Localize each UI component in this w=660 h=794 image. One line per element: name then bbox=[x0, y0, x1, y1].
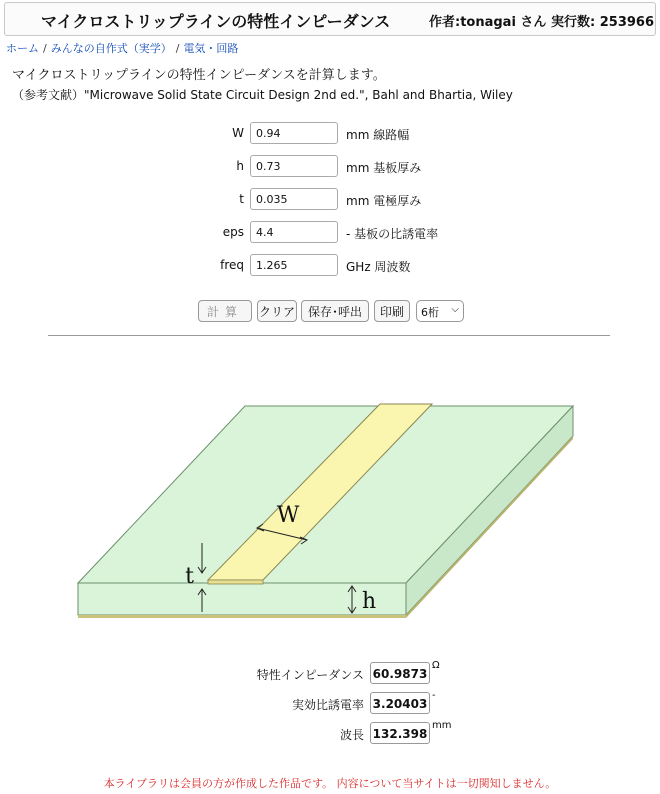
clear-button[interactable]: クリア bbox=[257, 300, 297, 322]
divider bbox=[48, 335, 610, 336]
run-count: 実行数: 253966 bbox=[551, 15, 654, 30]
result-label: 特性インピーダンス bbox=[256, 668, 364, 682]
eps-input[interactable] bbox=[250, 221, 338, 243]
t-label: t bbox=[185, 564, 194, 589]
result-unit: Ω bbox=[432, 660, 440, 671]
freq-input[interactable] bbox=[250, 254, 338, 276]
input-label: freq bbox=[220, 258, 244, 272]
impedance-output: 60.9873 bbox=[370, 662, 430, 684]
input-unit: GHz 周波数 bbox=[346, 260, 411, 274]
calculate-button[interactable]: 計算 bbox=[198, 300, 252, 322]
strip-front bbox=[208, 580, 263, 584]
w-input[interactable] bbox=[250, 122, 338, 144]
footer-notice: 本ライブラリは会員の方が作成した作品です。 内容について当サイトは一切関知しません。 bbox=[103, 777, 557, 790]
author-label: 作者:tonagai さん bbox=[429, 15, 547, 30]
h-input[interactable] bbox=[250, 155, 338, 177]
breadcrumb-subcategory-link[interactable]: 電気・回路 bbox=[183, 42, 239, 55]
page-title: マイクロストリップラインの特性インピーダンス bbox=[41, 12, 391, 31]
result-label: 実効比誘電率 bbox=[291, 698, 364, 712]
h-label: h bbox=[362, 589, 377, 614]
digits-value: 6桁 bbox=[421, 306, 439, 319]
substrate-front bbox=[78, 583, 406, 615]
save-load-button[interactable]: 保存･呼出 bbox=[301, 300, 369, 322]
input-unit: mm 基板厚み bbox=[346, 161, 422, 175]
digits-select[interactable] bbox=[416, 300, 464, 322]
input-label: t bbox=[239, 192, 244, 206]
effective-permittivity-output: 3.20403 bbox=[370, 692, 430, 714]
input-unit: mm 線路幅 bbox=[346, 128, 410, 142]
input-label: eps bbox=[222, 225, 244, 239]
breadcrumb: ホーム / みんなの自作式（実学） / 電気・回路 bbox=[6, 42, 239, 55]
chevron-down-icon: ⌵ bbox=[451, 304, 459, 315]
print-button[interactable]: 印刷 bbox=[374, 300, 410, 322]
title-bar bbox=[4, 2, 656, 36]
result-unit: mm bbox=[432, 720, 452, 731]
w-label: W bbox=[276, 503, 300, 528]
microstrip-diagram bbox=[0, 340, 660, 640]
input-label: W bbox=[232, 126, 244, 140]
reference: （参考文献）"Microwave Solid State Circuit Design 2nd ed.", Bahl and Bhartia, Wiley bbox=[12, 88, 513, 102]
result-label: 波長 bbox=[339, 728, 364, 742]
input-label: h bbox=[236, 159, 244, 173]
breadcrumb-home-link[interactable]: ホーム bbox=[6, 42, 39, 55]
input-unit: mm 電極厚み bbox=[346, 194, 422, 208]
ground-plane bbox=[78, 615, 406, 618]
breadcrumb-category-link[interactable]: みんなの自作式（実学） bbox=[50, 42, 172, 55]
input-unit: - 基板の比誘電率 bbox=[346, 227, 439, 241]
description: マイクロストリップラインの特性インピーダンスを計算します。 bbox=[12, 68, 386, 83]
result-unit: - bbox=[432, 690, 436, 701]
wavelength-output: 132.398 bbox=[370, 722, 430, 744]
t-input[interactable] bbox=[250, 188, 338, 210]
